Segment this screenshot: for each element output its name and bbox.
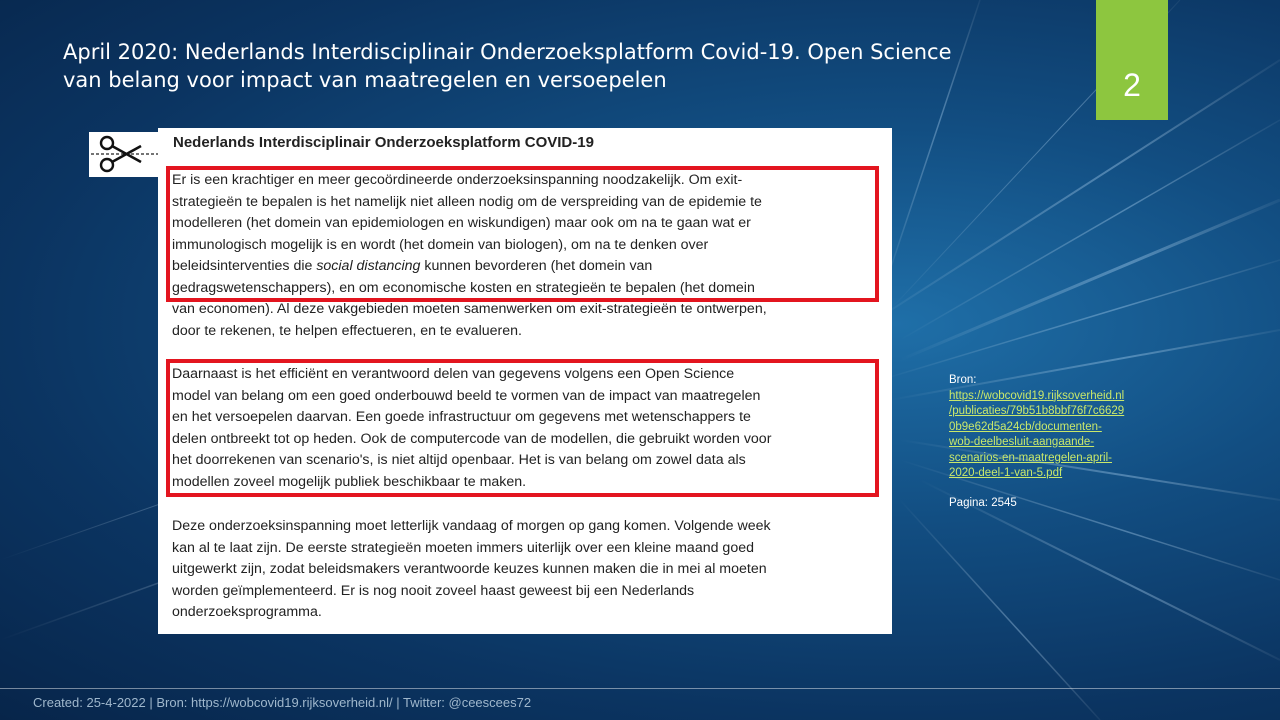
source-link-line: scenarios-en-maatregelen-april- — [949, 451, 1112, 464]
paragraph-3-line: onderzoeksprogramma. — [172, 604, 322, 620]
paragraph-2-line: modellen zoveel mogelijk publiek beschikbaar te maken. — [172, 473, 527, 490]
document-clipping — [158, 128, 892, 634]
source-link-line: 2020-deel-1-van-5.pdf — [949, 467, 1063, 479]
paragraph-1-line: Er is een krachtiger en meer gecoördineerde onderzoeksinspanning noodzakelijk. Om exit- — [172, 172, 743, 188]
source-link-line: wob-deelbesluit-aangaande- — [949, 436, 1095, 448]
scissors-icon — [89, 132, 162, 177]
paragraph-2-line: model van belang om een goed onderbouwd beeld te vormen van de impact van maatregelen — [172, 387, 761, 404]
paragraph-3-line: uitgewerkt zijn, zodat beleidsmakers verantwoorde keuzes kunnen maken die in mei al moeten — [172, 561, 767, 577]
paragraph-2-line: en het versoepelen daarvan. Een goede infrastructuur om gegevens met wetenschappers te — [172, 409, 751, 425]
paragraph-1-line-start: beleidsinterventies die — [172, 258, 317, 274]
source-page-number: Pagina: 2545 — [949, 496, 1017, 509]
paragraph-1-line: modelleren (het domein van epidemiologen en wiskundigen) maar ook om na te gaan wat er — [172, 215, 751, 231]
slide-title-line-1: April 2020: Nederlands Interdisciplinair Onderzoeksplatform Covid-19. Open Science — [63, 40, 952, 64]
highlight-box-2 — [166, 359, 879, 497]
footer-text: Created: 25-4-2022 | Bron: https://wobcovid19.rijksoverheid.nl/ | Twitter: @ceescees72 — [33, 695, 532, 710]
paragraph-3 — [172, 516, 878, 624]
clipping-heading: Nederlands Interdisciplinair Onderzoeksplatform COVID-19 — [173, 134, 594, 151]
paragraph-3-line: kan al te laat zijn. De eerste strategieën moeten immers uiterlijk over een kleine maand goed — [172, 539, 754, 556]
slide-title — [63, 38, 1063, 94]
paragraph-1-line: gedragswetenschappers), en om economische kosten en strategieën te bepalen (het domein — [172, 279, 755, 296]
paragraph-3-line: worden geïmplementeerd. Er is nog nooit zoveel haast geweest bij een Nederlands — [172, 582, 695, 599]
paragraph-1-line-end: kunnen bevorderen (het domein van — [420, 258, 653, 274]
paragraph-1-line: van economen). Al deze vakgebieden moeten samenwerken om exit-strategieën te ontwerpen, — [172, 301, 767, 317]
source-reference — [949, 373, 1189, 511]
paragraph-1-line: immunologisch mogelijk is en wordt (het domein van biologen), om na te denken over — [172, 236, 709, 253]
footer-divider — [0, 688, 1280, 689]
italic-phrase: social distancing — [316, 258, 421, 274]
highlight-box-1 — [166, 166, 879, 302]
page-number: 2 — [1123, 67, 1141, 103]
source-link[interactable] — [949, 389, 1189, 482]
paragraph-2-line: delen ontbreekt tot op heden. Ook de computercode van de modellen, die gebruikt worden voor — [172, 430, 772, 447]
source-link-line: /publicaties/79b51b8bbf76f7c6629 — [949, 405, 1125, 417]
paragraph-2-line: het doorrekenen van scenario's, is niet altijd openbaar. Het is van belang om zowel data als — [172, 452, 746, 468]
page-number-badge — [1096, 0, 1168, 120]
paragraph-1-line: strategieën te bepalen is het namelijk niet alleen nodig om de verspreiding van de epidemie te — [172, 193, 762, 210]
slide-title-line-2: van belang voor impact van maatregelen en versoepelen — [63, 68, 667, 92]
paragraph-3-line: Deze onderzoeksinspanning moet letterlijk vandaag of morgen op gang komen. Volgende week — [172, 518, 771, 534]
scissors-clipping-marker — [89, 132, 162, 177]
source-link-line: https://wobcovid19.rijksoverheid.nl — [949, 389, 1125, 402]
source-link-line: 0b9e62d5a24cb/documenten- — [949, 420, 1102, 433]
source-label: Bron: — [949, 374, 977, 386]
paragraph-2-line: Daarnaast is het efficiënt en verantwoord delen van gegevens volgens een Open Science — [172, 366, 735, 382]
paragraph-1-line: door te rekenen, te helpen effectueren, en te evalueren. — [172, 322, 522, 339]
